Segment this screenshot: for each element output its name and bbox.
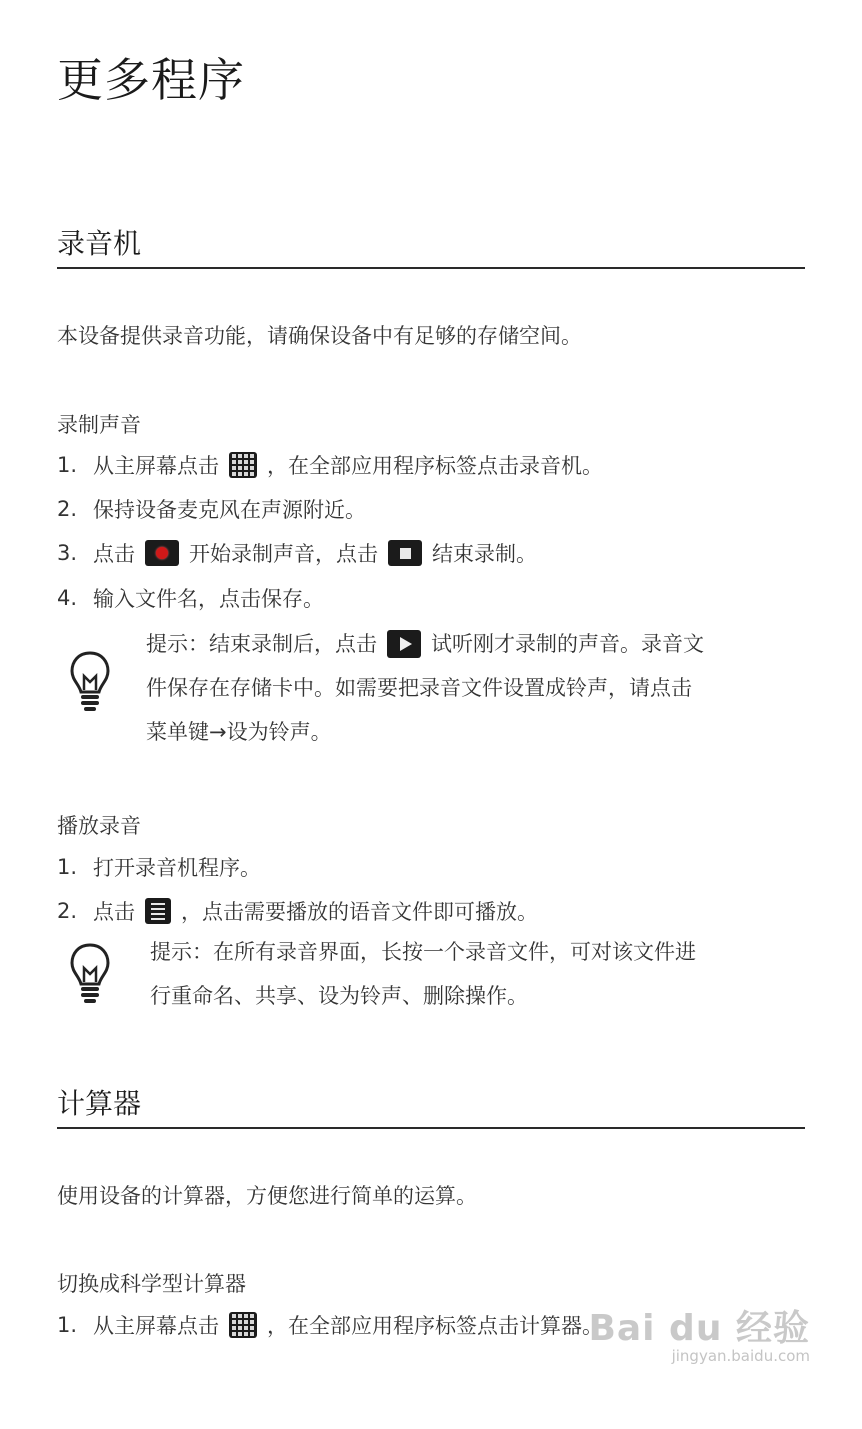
step-text: ，在全部应用程序标签点击录音机。 — [267, 454, 603, 478]
section-title-calculator: 计算器 — [57, 1087, 142, 1120]
step-text: 保持设备麦克风在声源附近。 — [93, 498, 366, 522]
watermark-brand: Bai du 经验 — [588, 1308, 810, 1349]
step-text: 结束录制。 — [432, 542, 537, 566]
menu-list-icon — [145, 898, 171, 924]
tip-text: 提示：在所有录音界面，长按一个录音文件，可对该文件进 — [150, 940, 696, 964]
tip-text: 件保存在存储卡中。如需要把录音文件设置成铃声，请点击 — [146, 676, 692, 700]
list-item — [57, 1310, 603, 1340]
page-title: 更多程序 — [57, 53, 245, 107]
list-item — [57, 538, 537, 568]
play-icon — [387, 630, 421, 658]
scientific-subtitle: 切换成科学型计算器 — [57, 1272, 246, 1296]
watermark-url: jingyan.baidu.com — [671, 1347, 810, 1365]
step-number: 1. — [57, 453, 78, 477]
step-text: 从主屏幕点击 — [93, 1314, 219, 1338]
step-number: 2. — [57, 497, 78, 521]
lightbulb-icon — [68, 650, 112, 716]
watermark — [588, 1300, 810, 1365]
step-text: ，点击需要播放的语音文件即可播放。 — [181, 900, 538, 924]
section-title-recorder: 录音机 — [57, 227, 142, 260]
step-text: 开始录制声音，点击 — [189, 542, 378, 566]
step-text: 打开录音机程序。 — [93, 856, 261, 880]
stop-icon — [388, 540, 422, 566]
apps-grid-icon — [229, 1312, 257, 1338]
step-number: 1. — [57, 855, 78, 879]
list-item — [57, 896, 538, 926]
play-subtitle: 播放录音 — [57, 814, 141, 838]
step-text: 点击 — [93, 900, 135, 924]
tip-text: 行重命名、共享、设为铃声、删除操作。 — [150, 984, 528, 1008]
tip-note — [150, 930, 800, 1018]
step-number: 1. — [57, 1313, 78, 1337]
tip-text: 提示：结束录制后，点击 — [146, 632, 377, 656]
step-text: 从主屏幕点击 — [93, 454, 219, 478]
step-number: 4. — [57, 586, 78, 610]
calculator-intro: 使用设备的计算器，方便您进行简单的运算。 — [57, 1184, 477, 1208]
apps-grid-icon — [229, 452, 257, 478]
tip-note — [146, 622, 796, 754]
section-divider — [57, 1127, 805, 1129]
tip-text: 试听刚才录制的声音。录音文 — [431, 632, 704, 656]
list-item — [57, 450, 603, 480]
step-text: 输入文件名，点击保存。 — [93, 587, 324, 611]
list-item — [57, 583, 324, 613]
record-icon — [145, 540, 179, 566]
list-item — [57, 494, 366, 524]
step-text: 点击 — [93, 542, 135, 566]
step-number: 2. — [57, 899, 78, 923]
tip-text: 菜单键→设为铃声。 — [146, 720, 332, 744]
step-number: 3. — [57, 541, 78, 565]
lightbulb-icon — [68, 942, 112, 1008]
section-divider — [57, 267, 805, 269]
recorder-intro: 本设备提供录音功能，请确保设备中有足够的存储空间。 — [57, 324, 582, 348]
list-item — [57, 852, 261, 882]
step-text: ，在全部应用程序标签点击计算器。 — [267, 1314, 603, 1338]
record-subtitle: 录制声音 — [57, 413, 141, 437]
